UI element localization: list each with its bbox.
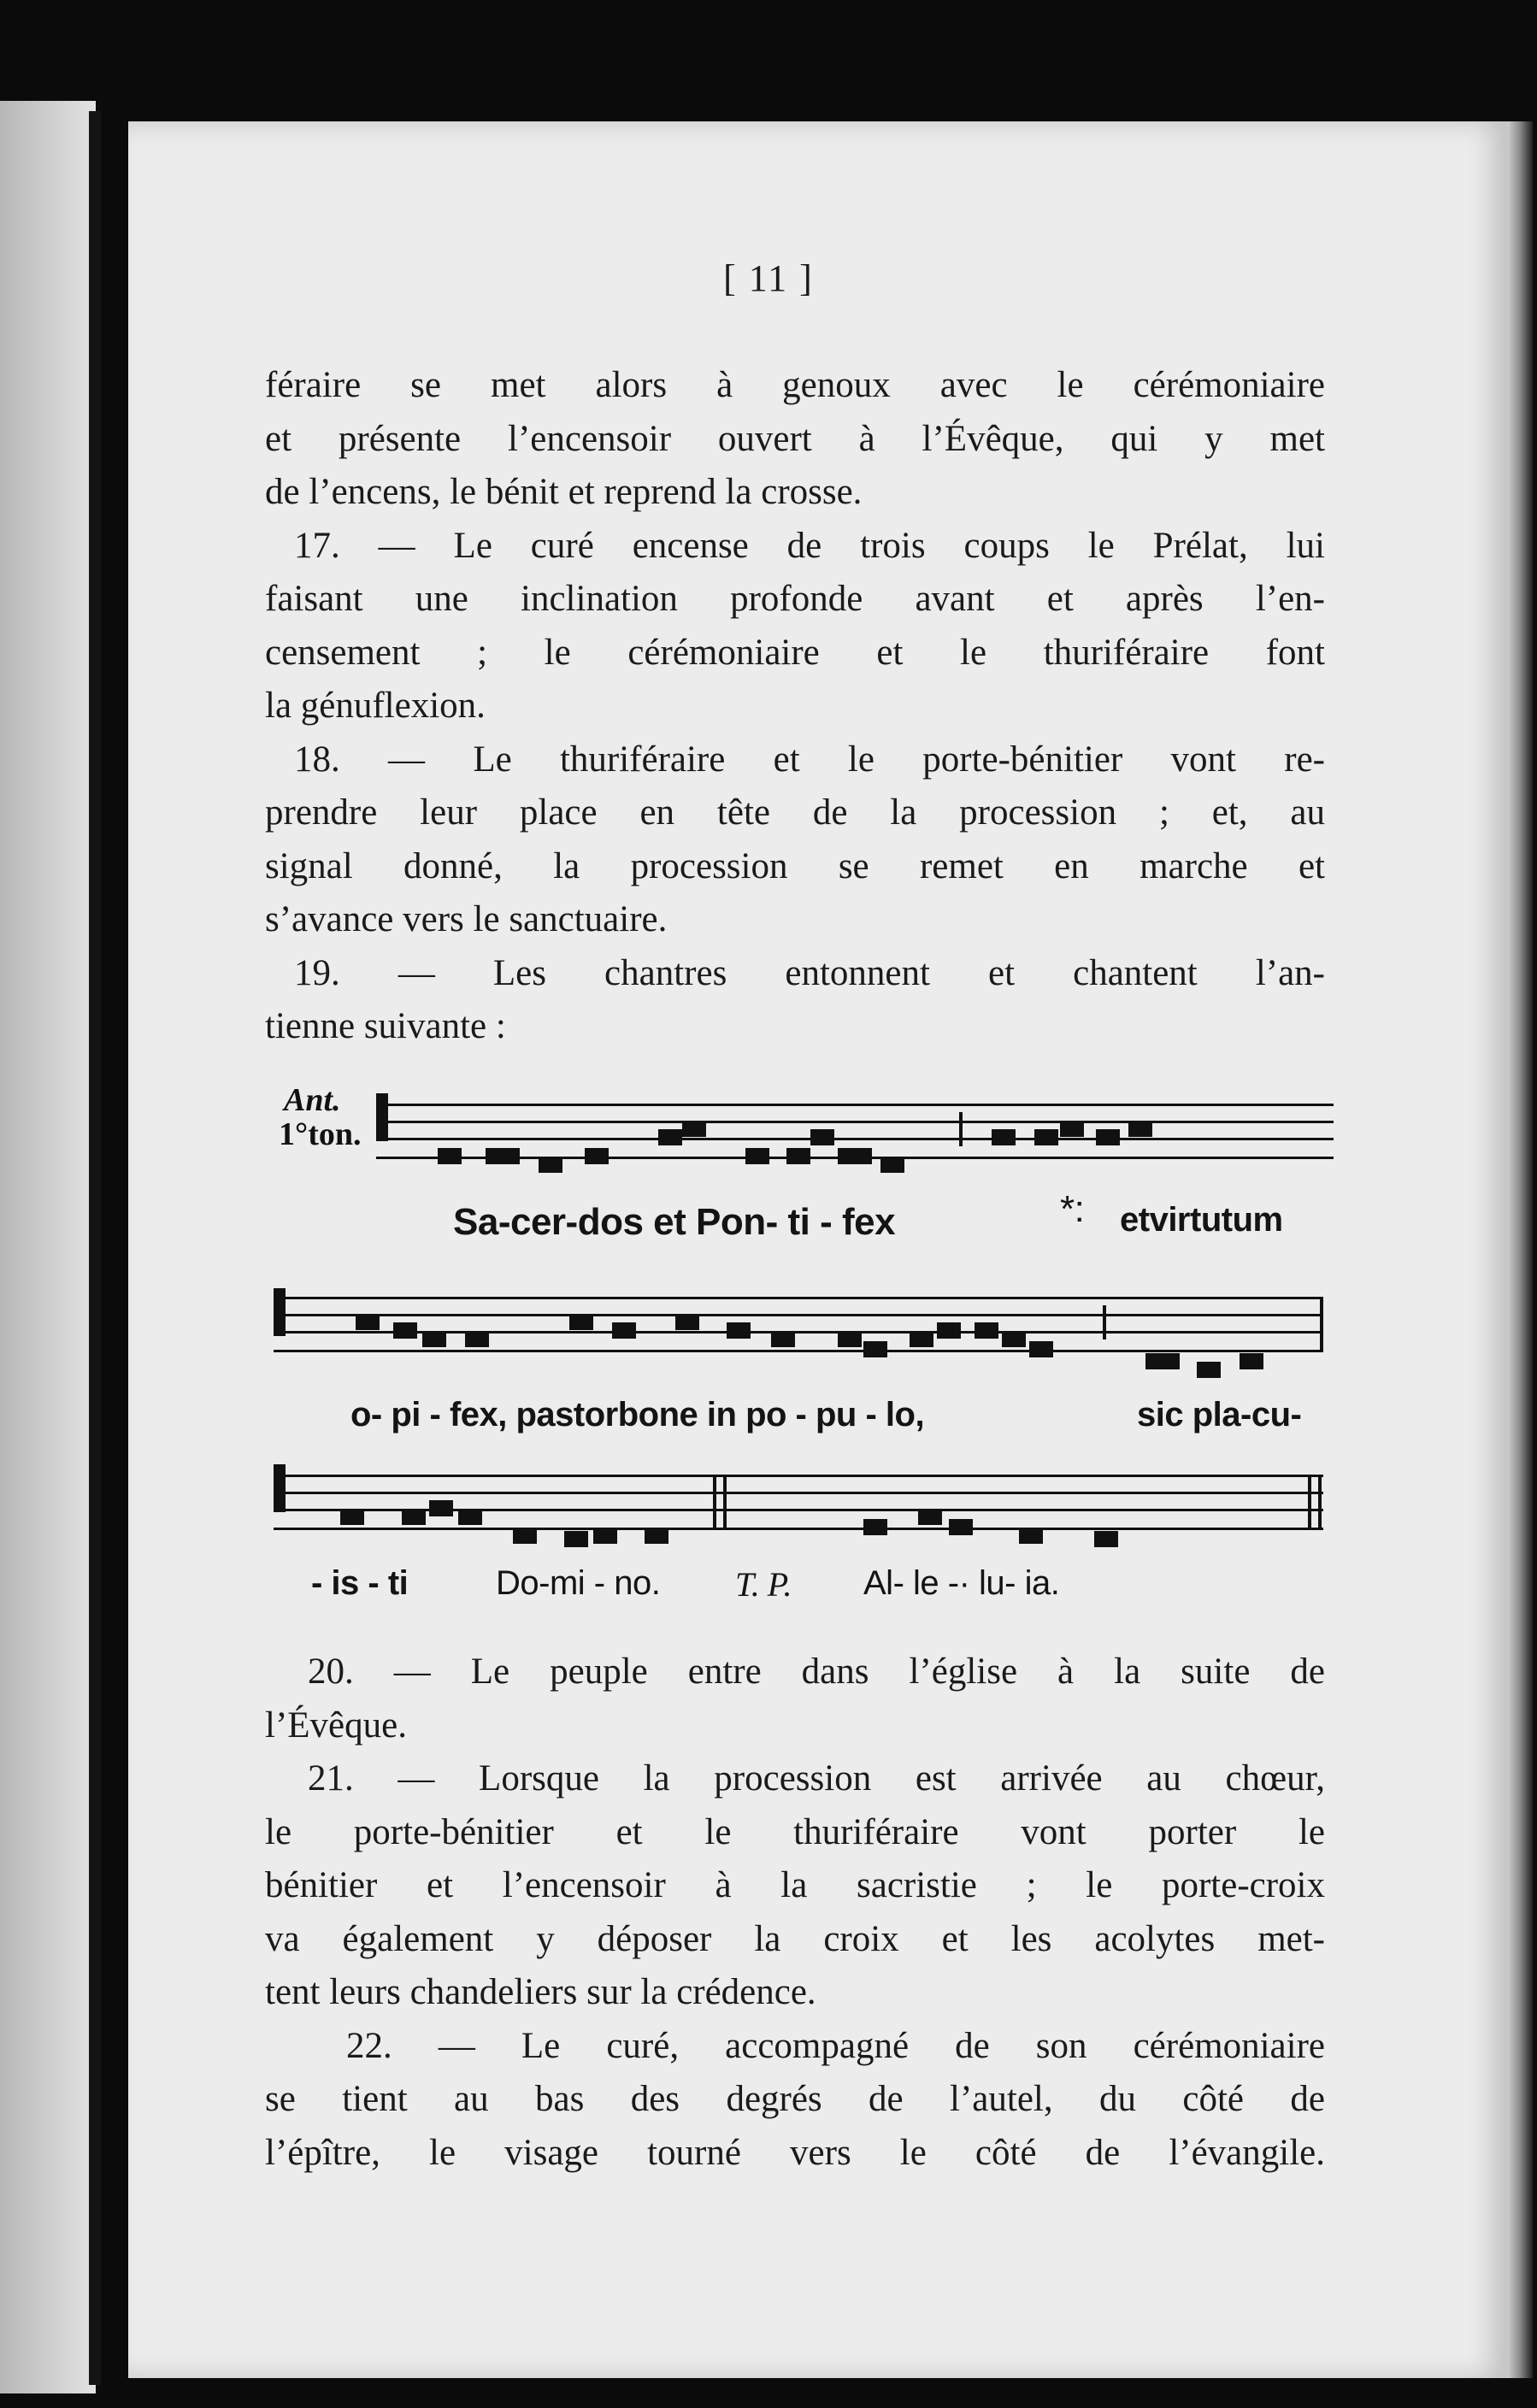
text-line: 20. — Le peuple entre dans l’église à la suite de <box>308 1651 1325 1692</box>
neume <box>393 1322 417 1339</box>
neume <box>1197 1362 1221 1378</box>
paragraph-18-body <box>265 786 1325 947</box>
antiphon-label: Ant. <box>284 1082 341 1118</box>
neume <box>910 1331 933 1347</box>
neume <box>1240 1353 1263 1369</box>
paragraph-17-body <box>265 573 1325 733</box>
asterisk-mark: *: <box>1060 1188 1085 1230</box>
neume <box>429 1500 453 1516</box>
neume <box>645 1528 668 1544</box>
paragraph-22 <box>265 2020 1325 2074</box>
lyric: o- pi - fex, pastorbone in po - pu - lo, <box>350 1396 925 1434</box>
quarter-bar <box>1103 1305 1106 1339</box>
text-line: le porte-bénitier et le thuriféraire vont porter le <box>265 1811 1325 1852</box>
neume <box>593 1528 617 1544</box>
text-line: faisant une inclination profonde avant et après l’en- <box>265 579 1325 619</box>
neume <box>975 1322 998 1339</box>
paragraph-21 <box>265 1752 1325 1806</box>
text-line: et présente l’encensoir ouvert à l’Évêque, qui y met <box>265 418 1325 459</box>
paragraph-16-continued <box>265 359 1325 520</box>
neume <box>402 1509 426 1525</box>
staff-end-line <box>1320 1297 1323 1350</box>
neume <box>1034 1129 1058 1145</box>
text-line: de l’encens, le bénit et reprend la crosse. <box>265 472 863 512</box>
neume <box>1019 1528 1043 1544</box>
tempore-paschali-mark: T. P. <box>735 1565 792 1604</box>
neume <box>682 1121 706 1137</box>
antiphon-chant <box>274 1073 1334 1637</box>
neume <box>612 1322 636 1339</box>
do-clef-icon <box>274 1464 286 1512</box>
text-line: 19. — Les chantres entonnent et chantent l’an- <box>294 952 1325 993</box>
paragraph-19-body <box>265 1000 1325 1054</box>
neume <box>564 1531 588 1547</box>
neume <box>585 1148 609 1164</box>
staff-line <box>274 1492 1323 1494</box>
text-line: se tient au bas des degrés de l’autel, du côté de <box>265 2079 1325 2119</box>
neume <box>727 1322 751 1339</box>
top-text-block <box>265 359 1325 1054</box>
lyric: - is - ti <box>311 1564 409 1602</box>
neume <box>745 1148 769 1164</box>
text-line: 22. — Le curé, accompagné de son cérémoniaire <box>346 2025 1325 2066</box>
neume <box>949 1519 973 1535</box>
neume <box>422 1331 446 1347</box>
neume <box>810 1129 834 1145</box>
text-line: 17. — Le curé encense de trois coups le Prélat, lui <box>294 525 1325 566</box>
neume <box>569 1314 593 1330</box>
staff-line <box>376 1121 1334 1123</box>
text-line: 18. — Le thuriféraire et le porte-bénitier vont re- <box>294 739 1325 780</box>
do-clef-icon <box>376 1093 388 1141</box>
spine-shadow-line <box>89 111 101 2385</box>
paragraph-18 <box>265 733 1325 787</box>
text-line: tent leurs chandeliers sur la crédence. <box>265 1972 816 2012</box>
neume <box>340 1509 364 1525</box>
neume <box>1094 1531 1118 1547</box>
neume <box>675 1314 699 1330</box>
neume <box>658 1129 682 1145</box>
double-bar <box>1318 1475 1322 1528</box>
neume <box>465 1331 489 1347</box>
paragraph-21-body <box>265 1806 1325 2020</box>
do-clef-icon <box>274 1288 286 1336</box>
neume <box>1096 1129 1120 1145</box>
paragraph-17 <box>265 520 1325 574</box>
text-line: l’épître, le visage tourné vers le côté de l’évangile. <box>265 2132 1325 2173</box>
neume <box>838 1331 862 1347</box>
paragraph-20-body <box>265 1699 1325 1753</box>
text-line: l’Évêque. <box>265 1704 407 1746</box>
paragraph-22-body <box>265 2073 1325 2180</box>
neume <box>486 1148 520 1164</box>
book-spine <box>0 101 96 2393</box>
text-line: la génuflexion. <box>265 686 486 726</box>
page-number: [ 11 ] <box>723 257 814 299</box>
double-bar <box>1308 1475 1311 1528</box>
neume <box>863 1341 887 1357</box>
staff-1 <box>376 1104 1334 1163</box>
neume <box>937 1322 961 1339</box>
neume <box>356 1314 380 1330</box>
text-line: prendre leur place en tête de la procession ; et, au <box>265 792 1325 833</box>
neume <box>1145 1353 1180 1369</box>
mode-label: 1°ton. <box>279 1116 362 1152</box>
lyric: Sa-cer-dos et Pon- ti - fex <box>453 1201 896 1243</box>
paragraph-20 <box>265 1646 1325 1699</box>
text-line: bénitier et l’encensoir à la sacristie ; le porte-croix <box>265 1865 1325 1905</box>
neume <box>1002 1331 1026 1347</box>
text-line: féraire se met alors à genoux avec le cérémoniaire <box>265 365 1325 405</box>
lyric: Al- le -· lu- ia. <box>863 1564 1060 1602</box>
double-bar <box>723 1475 727 1528</box>
neume <box>838 1148 872 1164</box>
staff-line <box>274 1297 1323 1299</box>
neume <box>771 1331 795 1347</box>
text-line: signal donné, la procession se remet en marche et <box>265 845 1325 886</box>
staff-3 <box>274 1475 1323 1534</box>
neume <box>918 1509 942 1525</box>
neume <box>438 1148 462 1164</box>
staff-line <box>274 1528 1323 1530</box>
neume <box>880 1157 904 1173</box>
text-line: va également y déposer la croix et les acolytes met- <box>265 1918 1325 1959</box>
page-edge <box>1507 121 1533 2378</box>
paragraph-19 <box>265 947 1325 1001</box>
lyric: Do-mi - no. <box>496 1564 661 1602</box>
staff-line <box>376 1104 1334 1106</box>
neume <box>1029 1341 1053 1357</box>
lyric: etvirtutum <box>1120 1201 1283 1239</box>
text-line: censement ; le cérémoniaire et le thuriféraire font <box>265 632 1325 673</box>
quarter-bar <box>959 1112 963 1146</box>
staff-2 <box>274 1297 1323 1357</box>
double-bar <box>713 1475 716 1528</box>
text-line: s’avance vers le sanctuaire. <box>265 899 668 939</box>
staff-line <box>274 1475 1323 1477</box>
staff-line <box>274 1314 1323 1316</box>
neume <box>786 1148 810 1164</box>
neume <box>539 1157 562 1173</box>
neume <box>1060 1121 1084 1137</box>
text-line: tienne suivante : <box>265 1006 506 1046</box>
neume <box>458 1509 482 1525</box>
neume <box>513 1528 537 1544</box>
staff-line <box>274 1350 1323 1352</box>
lyric: sic pla-cu- <box>1137 1396 1302 1434</box>
neume <box>863 1519 887 1535</box>
bottom-text-block <box>265 1646 1325 2180</box>
staff-line <box>376 1138 1334 1140</box>
neume <box>992 1129 1016 1145</box>
text-line: 21. — Lorsque la procession est arrivée au chœur, <box>308 1758 1325 1799</box>
neume <box>1128 1121 1152 1137</box>
